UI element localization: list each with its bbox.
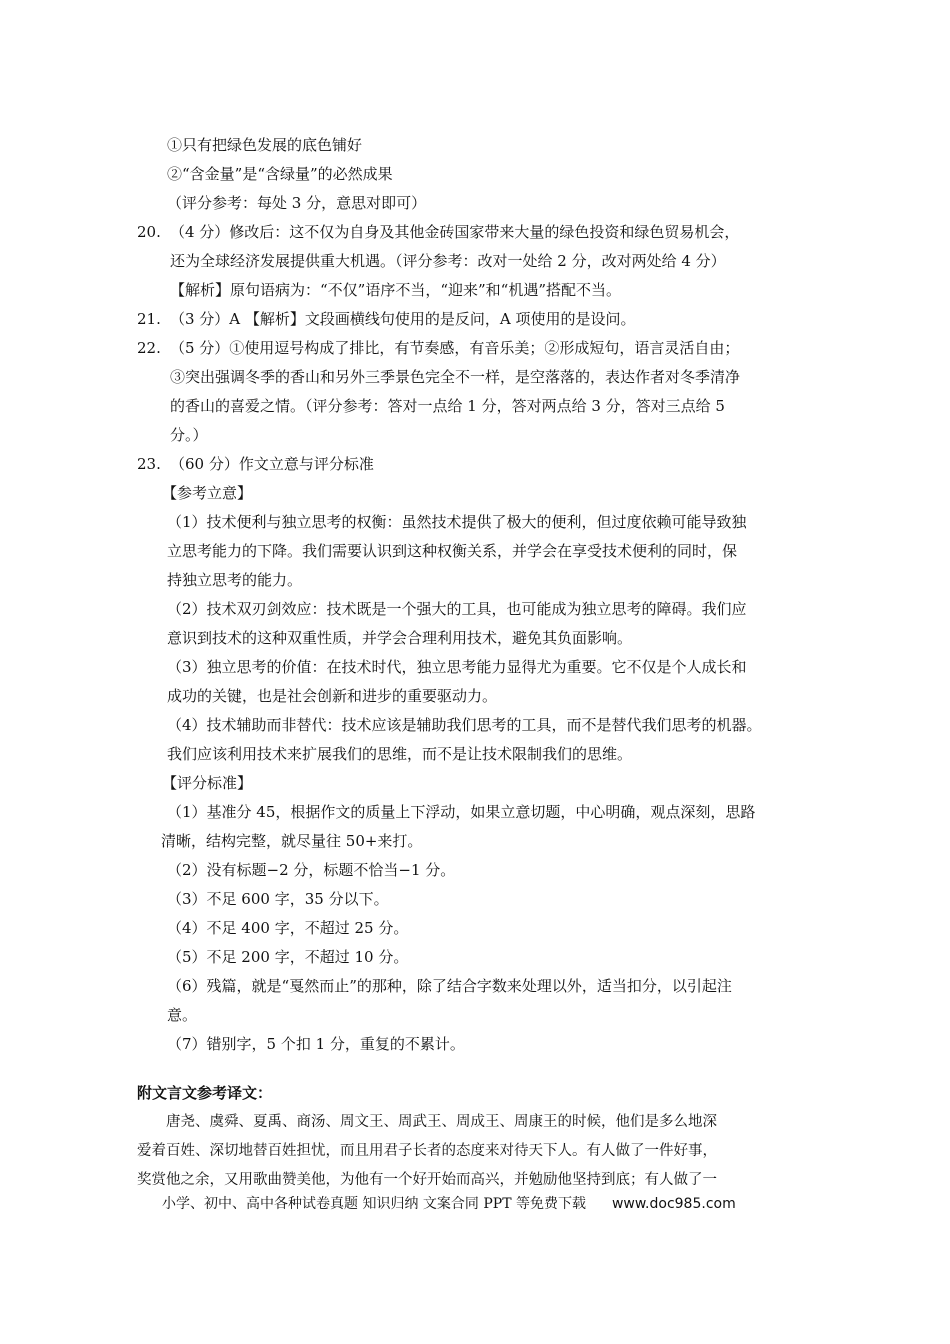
q19-answer-line-1: ①只有把绿色发展的底色铺好 xyxy=(167,136,363,154)
q21-answer: （3 分）A 【解析】文段画横线句使用的是反问，A 项使用的是设问。 xyxy=(170,310,636,328)
q19-answer-line-2: ②“含金量”是“含绿量”的必然成果 xyxy=(167,165,393,183)
q22-answer-line-2: ③突出强调冬季的香山和另外三季景色完全不一样，是空落落的，表达作者对冬季清净 xyxy=(170,368,741,386)
translation-line-2: 爱着百姓、深切地替百姓担忧，而且用君子长者的态度来对待天下人。有人做了一件好事， xyxy=(137,1143,717,1159)
reference-point-2-line-1: （2）技术双刃剑效应：技术既是一个强大的工具，也可能成为独立思考的障碍。我们应 xyxy=(167,600,747,618)
standard-1-line-1: （1）基准分 45，根据作文的质量上下浮动，如果立意切题，中心明确，观点深刻，思路 xyxy=(167,803,756,821)
q20-answer-line-2: 还为全球经济发展提供重大机遇。（评分参考：改对一处给 2 分，改对两处给 4 分） xyxy=(170,252,726,270)
q22-answer-line-4: 分。） xyxy=(170,426,208,444)
reference-point-3-line-2: 成功的关键，也是社会创新和进步的重要驱动力。 xyxy=(167,687,498,705)
appendix-heading: 附文言文参考译文： xyxy=(137,1084,273,1102)
question-20-number: 20. xyxy=(137,223,161,241)
reference-theme-heading: 【参考立意】 xyxy=(162,484,253,502)
scoring-standard-list xyxy=(137,798,827,1059)
reference-point-4-line-2: 我们应该利用技术来扩展我们的思维，而不是让技术限制我们的思维。 xyxy=(167,745,633,763)
standard-5: （5）不足 200 字，不超过 10 分。 xyxy=(167,948,409,966)
answer-content xyxy=(137,131,827,1195)
appendix-translation xyxy=(137,1108,827,1195)
question-23 xyxy=(137,450,827,479)
footer-text: 小学、初中、高中各种试卷真题 知识归纳 文案合同 PPT 等免费下载 xyxy=(162,1196,586,1212)
scoring-standard-heading: 【评分标准】 xyxy=(162,774,253,792)
question-21 xyxy=(137,305,827,334)
standard-6-line-2: 意。 xyxy=(167,1006,198,1024)
standard-4: （4）不足 400 字，不超过 25 分。 xyxy=(167,919,409,937)
reference-point-2-line-2: 意识到技术的这种双重性质，并学会合理利用技术，避免其负面影响。 xyxy=(167,629,633,647)
q23-title: （60 分）作文立意与评分标准 xyxy=(170,455,374,473)
page-footer xyxy=(162,1190,736,1219)
standard-6-line-1: （6）残篇，就是“戛然而止”的那种，除了结合字数来处理以外，适当扣分，以引起注 xyxy=(167,977,732,995)
reference-point-4-line-1: （4）技术辅助而非替代：技术应该是辅助我们思考的工具，而不是替代我们思考的机器。 xyxy=(167,716,762,734)
question-21-number: 21. xyxy=(137,310,161,328)
footer-link[interactable]: www.doc985.com xyxy=(611,1196,736,1212)
standard-2: （2）没有标题−2 分，标题不恰当−1 分。 xyxy=(167,861,456,879)
standard-7: （7）错别字，5 个扣 1 分，重复的不累计。 xyxy=(167,1035,465,1053)
standard-1-line-2: 清晰，结构完整，就尽量往 50+来打。 xyxy=(161,832,423,850)
reference-point-3-line-1: （3）独立思考的价值：在技术时代，独立思考能力显得尤为重要。它不仅是个人成长和 xyxy=(167,658,747,676)
q22-answer-line-1: （5 分）①使用逗号构成了排比，有节奏感，有音乐美；②形成短句，语言灵活自由； xyxy=(170,339,740,357)
q20-answer-line-1: （4 分）修改后：这不仅为自身及其他金砖国家带来大量的绿色投资和绿色贸易机会， xyxy=(170,223,740,241)
standard-3: （3）不足 600 字，35 分以下。 xyxy=(167,890,389,908)
translation-line-1: 唐尧、虞舜、夏禹、商汤、周文王、周武王、周成王、周康王的时候，他们是多么地深 xyxy=(166,1114,717,1130)
q22-answer-line-3: 的香山的喜爱之情。（评分参考：答对一点给 1 分，答对两点给 3 分，答对三点给 5 xyxy=(170,397,725,415)
reference-point-1-line-1: （1）技术便利与独立思考的权衡：虽然技术提供了极大的便利，但过度依赖可能导致独 xyxy=(167,513,747,531)
spacer xyxy=(137,1059,827,1079)
question-20 xyxy=(137,218,827,305)
q20-analysis: 【解析】原句语病为：“不仅”语序不当，“迎来”和“机遇”搭配不当。 xyxy=(170,281,622,299)
translation-line-3: 奖赏他之余，又用歌曲赞美他，为他有一个好开始而高兴，并勉励他坚持到底；有人做了一 xyxy=(137,1172,717,1188)
question-22-number: 22. xyxy=(137,339,161,357)
question-22 xyxy=(137,334,827,450)
q19-scoring-note: （评分参考：每处 3 分，意思对即可） xyxy=(167,194,427,212)
reference-point-1-line-2: 立思考能力的下降。我们需要认识到这种权衡关系，并学会在享受技术便利的同时，保 xyxy=(167,542,738,560)
question-23-number: 23. xyxy=(137,455,161,473)
reference-point-1-line-3: 持独立思考的能力。 xyxy=(167,571,303,589)
reference-theme-list xyxy=(137,508,827,769)
